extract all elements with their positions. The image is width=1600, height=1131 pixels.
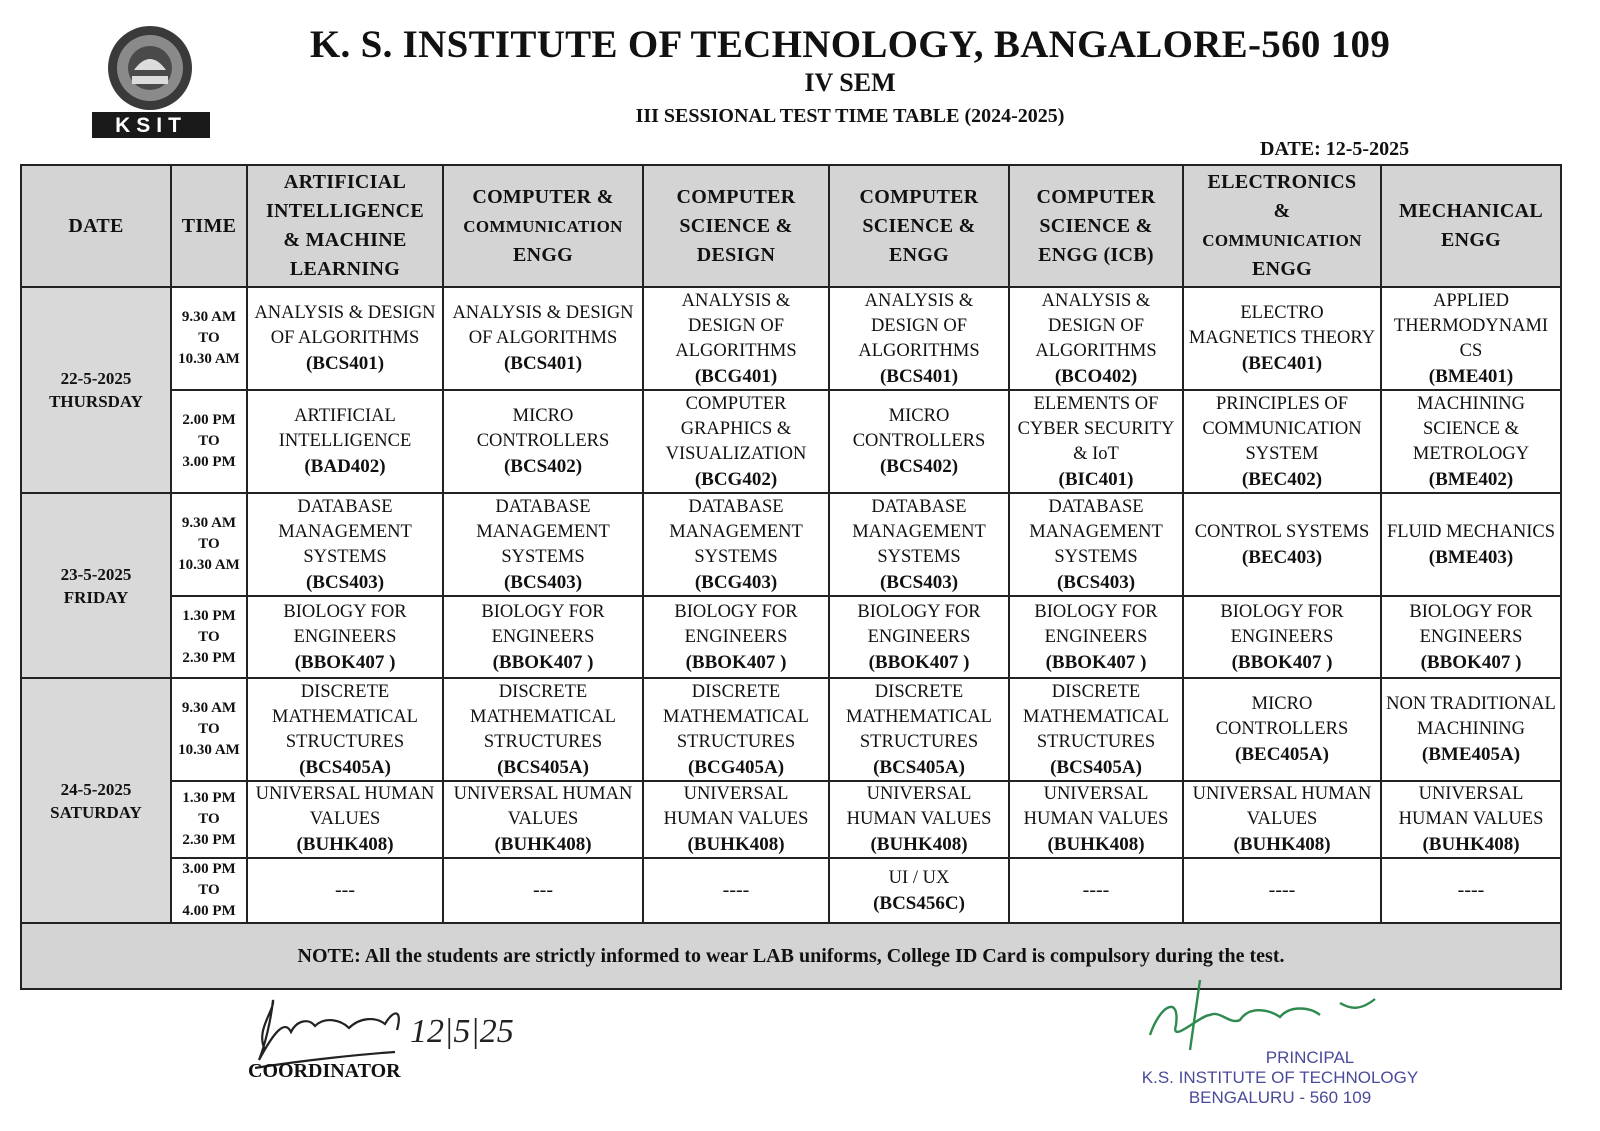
subject-cell: BIOLOGY FOR ENGINEERS (BBOK407 ) bbox=[1009, 596, 1183, 678]
note-text: NOTE: All the students are strictly informed to wear LAB uniforms, College ID Card is compulsory during the test. bbox=[21, 923, 1561, 989]
subject-cell: COMPUTER GRAPHICS & VISUALIZATION (BCG402) bbox=[643, 390, 829, 493]
date-column-header: DATE bbox=[21, 165, 171, 287]
principal-stamp bbox=[1130, 1048, 1430, 1108]
subject-cell: BIOLOGY FOR ENGINEERS (BBOK407 ) bbox=[643, 596, 829, 678]
subject-cell: APPLIED THERMODYNAMI CS (BME401) bbox=[1381, 287, 1561, 390]
table-row bbox=[21, 287, 1561, 390]
timetable bbox=[20, 164, 1562, 990]
subject-cell: MACHINING SCIENCE & METROLOGY (BME402) bbox=[1381, 390, 1561, 493]
subject-cell: UNIVERSAL HUMAN VALUES (BUHK408) bbox=[1381, 781, 1561, 858]
subject-cell: --- bbox=[247, 858, 443, 923]
subject-cell: ANALYSIS & DESIGN OF ALGORITHMS (BCS401) bbox=[443, 287, 643, 390]
table-row bbox=[21, 858, 1561, 923]
timetable-subtitle: III SESSIONAL TEST TIME TABLE (2024-2025) bbox=[635, 105, 1065, 127]
branch-header: COMPUTER SCIENCE & ENGG (ICB) bbox=[1009, 165, 1183, 287]
time-column-header: TIME bbox=[171, 165, 247, 287]
subject-cell: UNIVERSAL HUMAN VALUES (BUHK408) bbox=[247, 781, 443, 858]
subject-cell: ---- bbox=[1381, 858, 1561, 923]
exam-date-cell: 22-5-2025 THURSDAY bbox=[21, 287, 171, 493]
branch-header: ARTIFICIAL INTELLIGENCE & MACHINE LEARNING bbox=[247, 165, 443, 287]
subject-cell: ELEMENTS OF CYBER SECURITY & IoT (BIC401) bbox=[1009, 390, 1183, 493]
subject-cell: DISCRETE MATHEMATICAL STRUCTURES (BCS405A) bbox=[247, 678, 443, 781]
branch-header: COMPUTER SCIENCE & DESIGN bbox=[643, 165, 829, 287]
subject-cell: CONTROL SYSTEMS (BEC403) bbox=[1183, 493, 1381, 596]
branch-header: MECHANICAL ENGG bbox=[1381, 165, 1561, 287]
time-slot-cell: 3.00 PM TO 4.00 PM bbox=[171, 858, 247, 923]
time-slot-cell: 9.30 AM TO 10.30 AM bbox=[171, 678, 247, 781]
subject-cell: NON TRADITIONAL MACHINING (BME405A) bbox=[1381, 678, 1561, 781]
branch-header: COMPUTER SCIENCE & ENGG bbox=[829, 165, 1009, 287]
subject-cell: DISCRETE MATHEMATICAL STRUCTURES (BCS405A) bbox=[829, 678, 1009, 781]
subject-cell: ---- bbox=[1009, 858, 1183, 923]
stamp-line-2: K.S. INSTITUTE OF TECHNOLOGY bbox=[1141, 1068, 1419, 1087]
subject-cell: UNIVERSAL HUMAN VALUES (BUHK408) bbox=[829, 781, 1009, 858]
coordinator-label: COORDINATOR bbox=[248, 1060, 401, 1082]
subject-cell: ARTIFICIAL INTELLIGENCE (BAD402) bbox=[247, 390, 443, 493]
branch-header: COMPUTER & COMMUNICATION ENGG bbox=[443, 165, 643, 287]
subject-cell: UNIVERSAL HUMAN VALUES (BUHK408) bbox=[643, 781, 829, 858]
subject-cell: DATABASE MANAGEMENT SYSTEMS (BCS403) bbox=[829, 493, 1009, 596]
time-slot-cell: 1.30 PM TO 2.30 PM bbox=[171, 596, 247, 678]
subject-cell: MICRO CONTROLLERS (BCS402) bbox=[443, 390, 643, 493]
subject-cell: DATABASE MANAGEMENT SYSTEMS (BCG403) bbox=[643, 493, 829, 596]
subject-cell: DATABASE MANAGEMENT SYSTEMS (BCS403) bbox=[443, 493, 643, 596]
time-slot-cell: 1.30 PM TO 2.30 PM bbox=[171, 781, 247, 858]
subject-cell: MICRO CONTROLLERS (BEC405A) bbox=[1183, 678, 1381, 781]
time-slot-cell: 9.30 AM TO 10.30 AM bbox=[171, 493, 247, 596]
subject-cell: ANALYSIS & DESIGN OF ALGORITHMS (BCS401) bbox=[247, 287, 443, 390]
subject-cell: BIOLOGY FOR ENGINEERS (BBOK407 ) bbox=[1183, 596, 1381, 678]
subject-cell: ELECTRO MAGNETICS THEORY (BEC401) bbox=[1183, 287, 1381, 390]
table-row bbox=[21, 390, 1561, 493]
stamp-line-1: PRINCIPAL bbox=[1265, 1048, 1355, 1067]
subject-cell: UNIVERSAL HUMAN VALUES (BUHK408) bbox=[1183, 781, 1381, 858]
table-row bbox=[21, 781, 1561, 858]
subject-cell: UNIVERSAL HUMAN VALUES (BUHK408) bbox=[1009, 781, 1183, 858]
institute-name: K. S. INSTITUTE OF TECHNOLOGY, BANGALORE-560 109 bbox=[309, 23, 1391, 66]
subject-cell: BIOLOGY FOR ENGINEERS (BBOK407 ) bbox=[829, 596, 1009, 678]
subject-cell: BIOLOGY FOR ENGINEERS (BBOK407 ) bbox=[443, 596, 643, 678]
exam-date-cell: 23-5-2025 FRIDAY bbox=[21, 493, 171, 678]
issue-date: DATE: 12-5-2025 bbox=[1260, 138, 1410, 160]
header-row bbox=[21, 165, 1561, 287]
table-row bbox=[21, 596, 1561, 678]
subject-cell: UI / UX (BCS456C) bbox=[829, 858, 1009, 923]
logo-text: KSIT bbox=[115, 114, 187, 137]
coordinator-date: 12|5|25 bbox=[410, 1013, 514, 1050]
subject-cell: BIOLOGY FOR ENGINEERS (BBOK407 ) bbox=[247, 596, 443, 678]
subject-cell: DISCRETE MATHEMATICAL STRUCTURES (BCS405A) bbox=[443, 678, 643, 781]
subject-cell: ANALYSIS & DESIGN OF ALGORITHMS (BCO402) bbox=[1009, 287, 1183, 390]
subject-cell: ---- bbox=[643, 858, 829, 923]
table-row bbox=[21, 493, 1561, 596]
time-slot-cell: 2.00 PM TO 3.00 PM bbox=[171, 390, 247, 493]
principal-signature bbox=[1140, 975, 1400, 1055]
exam-date-cell: 24-5-2025 SATURDAY bbox=[21, 678, 171, 923]
subject-cell: BIOLOGY FOR ENGINEERS (BBOK407 ) bbox=[1381, 596, 1561, 678]
subject-cell: DISCRETE MATHEMATICAL STRUCTURES (BCG405A) bbox=[643, 678, 829, 781]
subject-cell: UNIVERSAL HUMAN VALUES (BUHK408) bbox=[443, 781, 643, 858]
subject-cell: ---- bbox=[1183, 858, 1381, 923]
subject-cell: MICRO CONTROLLERS (BCS402) bbox=[829, 390, 1009, 493]
subject-cell: DATABASE MANAGEMENT SYSTEMS (BCS403) bbox=[1009, 493, 1183, 596]
stamp-line-3: BENGALURU - 560 109 bbox=[1188, 1088, 1372, 1107]
subject-cell: ANALYSIS & DESIGN OF ALGORITHMS (BCG401) bbox=[643, 287, 829, 390]
subject-cell: PRINCIPLES OF COMMUNICATION SYSTEM (BEC402) bbox=[1183, 390, 1381, 493]
branch-header: ELECTRONICS & COMMUNICATION ENGG bbox=[1183, 165, 1381, 287]
semester-title: IV SEM bbox=[804, 68, 896, 97]
subject-cell: DISCRETE MATHEMATICAL STRUCTURES (BCS405A) bbox=[1009, 678, 1183, 781]
time-slot-cell: 9.30 AM TO 10.30 AM bbox=[171, 287, 247, 390]
subject-cell: FLUID MECHANICS (BME403) bbox=[1381, 493, 1561, 596]
subject-cell: ANALYSIS & DESIGN OF ALGORITHMS (BCS401) bbox=[829, 287, 1009, 390]
table-row bbox=[21, 678, 1561, 781]
institute-logo bbox=[86, 18, 216, 148]
subject-cell: --- bbox=[443, 858, 643, 923]
subject-cell: DATABASE MANAGEMENT SYSTEMS (BCS403) bbox=[247, 493, 443, 596]
